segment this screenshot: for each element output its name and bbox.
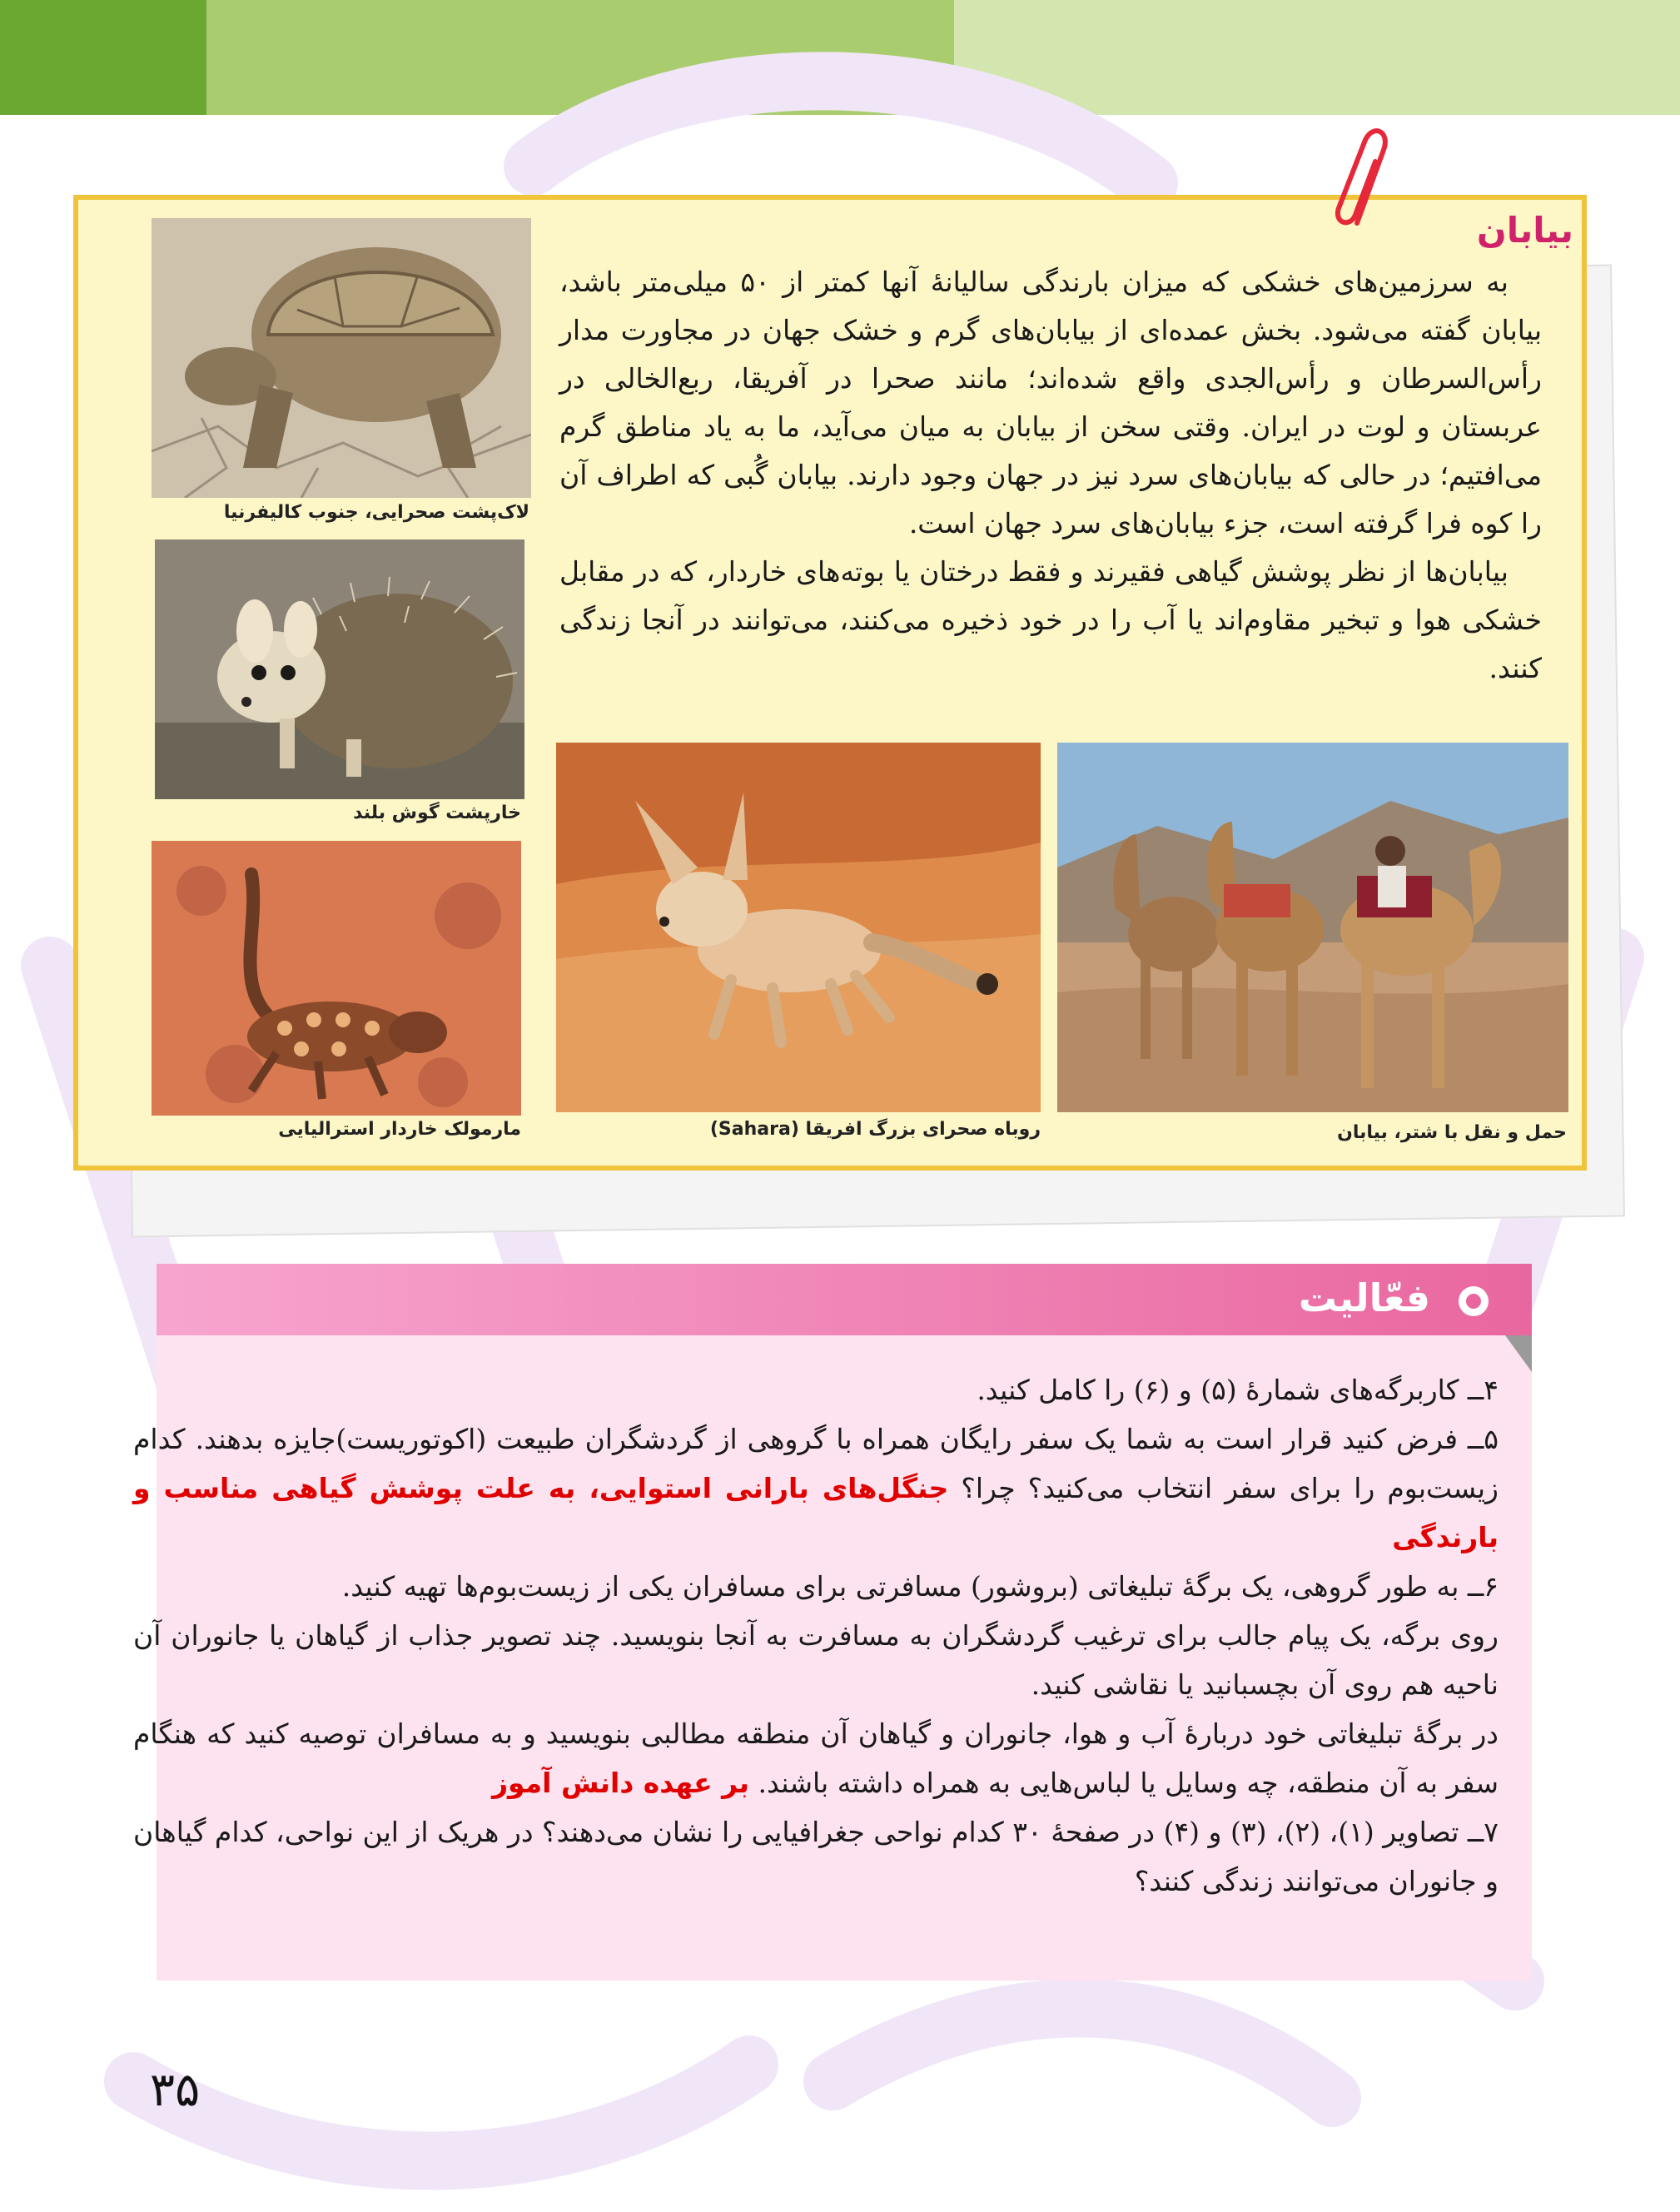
activity-item-6b: روی برگه، یک پیام جالب برای ترغیب گردشگران به مسافرت به آنجا بنویسید. چند تصویر جذاب از گیاهان یا جانوران آن ناحیه هم روی آن بچسبانید یا نقاشی کنید. <box>133 1619 1499 1701</box>
lizard-photo <box>152 841 521 1116</box>
activity-item-6c-text: در برگهٔ تبلیغاتی خود دربارهٔ آب و هوا، جانوران و گیاهان آن منطقه مطالبی بنویسید و به مسافران توصیه کنید که هنگام سفر به آن منطقه، چه وسایل یا لباس‌هایی به همراه داشته باشند. <box>133 1717 1499 1799</box>
fox-caption: روباه صحرای بزرگ افریقا (Sahara) <box>709 1119 1041 1140</box>
top-band-light <box>954 0 1680 115</box>
paperclip-icon <box>1332 125 1399 233</box>
activity-bullet-icon <box>1459 1286 1489 1316</box>
desert-paragraph-2 <box>559 548 1542 693</box>
camels-caption: حمل و نقل با شتر، بیابان <box>1337 1122 1567 1143</box>
activity-item-6c <box>133 1709 1499 1807</box>
activity-item-5-answer: جنگل‌های بارانی استوایی، به علت پوشش گیاهی مناسب و بارندگی <box>133 1472 1499 1553</box>
activity-item-5-text: ۵ــ فرض کنید قرار است به شما یک سفر رایگان همراه با گروهی از گردشگران طبیعت (اکوتوریست)جایزه بدهند. کدام زیست‌بوم را برای سفر انتخاب می‌کنید؟ چرا؟ <box>133 1423 1499 1504</box>
page-number: ۳۵ <box>150 2063 201 2117</box>
desert-text <box>559 258 1542 693</box>
tortoise-photo <box>152 218 531 498</box>
activity-title: فعّالیت <box>1298 1275 1430 1320</box>
activity-item-4: ۴ــ کاربرگه‌های شمارهٔ (۵) و (۶) را کامل کنید. <box>977 1374 1499 1406</box>
lizard-caption: مارمولک خاردار استرالیایی <box>278 1119 521 1140</box>
top-band-dark <box>0 0 206 115</box>
hedgehog-photo <box>155 539 524 799</box>
activity-item-5 <box>133 1414 1499 1562</box>
activity-item-6a: ۶ــ به طور گروهی، یک برگهٔ تبلیغاتی (بروشور) مسافرتی برای مسافران یکی از زیست‌بوم‌ها تهیه کنید. <box>341 1570 1499 1603</box>
fox-photo <box>556 743 1041 1112</box>
activity-item-7: ۷ــ تصاویر (۱)، (۲)، (۳) و (۴) در صفحهٔ ۳۰ کدام نواحی جغرافیایی را نشان می‌دهند؟ در هریک از این نواحی، کدام گیاهان و جانوران می‌توانند زندگی کنند؟ <box>133 1816 1499 1897</box>
desert-title: بیابان <box>1476 210 1573 251</box>
hedgehog-caption: خارپشت گوش بلند <box>353 803 521 823</box>
activity-text <box>133 1365 1499 1906</box>
desert-paragraph-1 <box>559 258 1542 548</box>
activity-item-6-answer: بر عهده دانش آموز <box>492 1767 750 1799</box>
desert-paragraph-2-text: بیابان‌ها از نظر پوشش گیاهی فقیرند و فقط درختان یا بوته‌های خاردار، که در مقابل خشکی هوا و تبخیر مقاوم‌اند یا آب را در خود ذخیره می‌کنند، می‌توانند در آنجا زندگی کنند. <box>559 555 1542 684</box>
camels-photo <box>1057 743 1568 1112</box>
desert-paragraph-1-text: به سرزمین‌های خشکی که میزان بارندگی سالیانهٔ آنها کمتر از ۵۰ میلی‌متر باشد، بیابان گفته می‌شود. بخش عمده‌ای از بیابان‌های گرم و خشک جهان در مجاورت مدار رأس‌السرطان و رأس‌الجدی واقع شده‌اند؛ مانند صحرا در آفریقا، ربع‌الخالی در عربستان و لوت در ایران. وقتی سخن از بیابان به میان می‌آید، ما به یاد مناطق گرم می‌افتیم؛ در حالی که بیابان‌های سرد نیز در جهان وجود دارند. بیابان گُبی که اطراف آن را کوه فرا گرفته است، جزء بیابان‌های سرد جهان است. <box>559 266 1542 539</box>
tortoise-caption: لاک‌پشت صحرایی، جنوب کالیفرنیا <box>223 502 529 523</box>
top-band-mid <box>206 0 954 115</box>
